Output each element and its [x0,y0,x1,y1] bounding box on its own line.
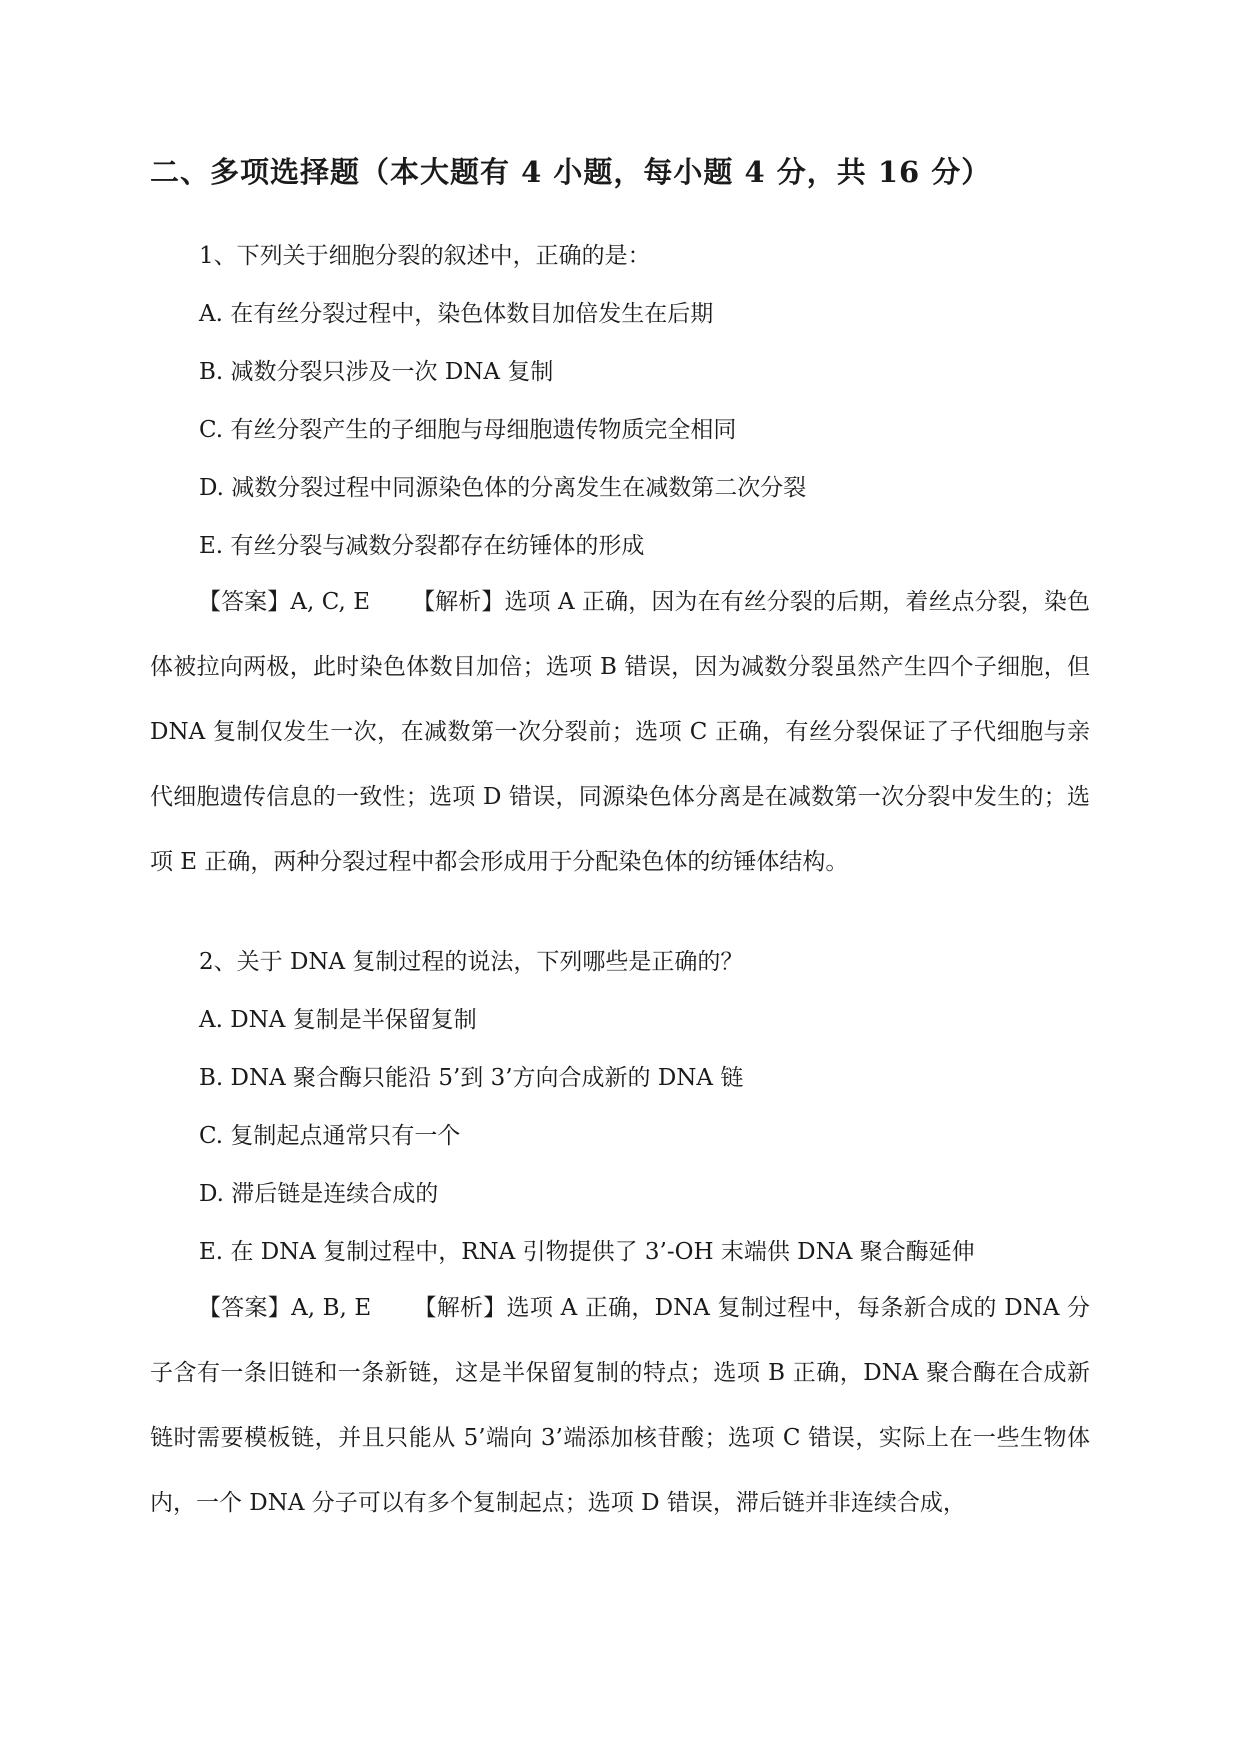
question-2-option-e: E. 在 DNA 复制过程中，RNA 引物提供了 3’-OH 末端供 DNA 聚合酶延伸 [199,1239,975,1265]
question-1-option-a: A. 在有丝分裂过程中，染色体数目加倍发生在后期 [199,301,714,327]
explanation-text: 选项 A 正确，DNA 复制过程中，每条新合成的 DNA 分子含有一条旧链和一条新链，这是半保留复制的特点；选项 B 正确，DNA 聚合酶在合成新链时需要模板链，并且只能从 5’端向 3’端添加核苷酸；选项 C 错误，实际上在一些生物体内，一个 DNA 分子可以有多个复制起点；选项 D 错误，滞后链并非连续合成， [150,1295,1091,1516]
question-2-stem: 2、关于 DNA 复制过程的说法，下列哪些是正确的？ [199,949,744,975]
explanation-label: 【解析】 [413,1295,507,1321]
section-title: 二、多项选择题（本大题有 4 小题，每小题 4 分，共 16 分） [150,155,992,189]
question-2-answer-block [150,1276,1090,1536]
answer-value: A, C, E [290,589,370,615]
question-2-option-a: A. DNA 复制是半保留复制 [199,1007,477,1033]
question-2-option-b: B. DNA 聚合酶只能沿 5’到 3’方向合成新的 DNA 链 [199,1065,744,1091]
question-1-option-c: C. 有丝分裂产生的子细胞与母细胞遗传物质完全相同 [199,417,737,443]
explanation-text: 选项 A 正确，因为在有丝分裂的后期，着丝点分裂，染色体被拉向两极，此时染色体数目加倍；选项 B 错误，因为减数分裂虽然产生四个子细胞，但 DNA 复制仅发生一次，在减数第一次分裂前；选项 C 正确，有丝分裂保证了子代细胞与亲代细胞遗传信息的一致性；选项 D 错误，同源染色体分离是在减数第一次分裂中发生的；选项 E 正确，两种分裂过程中都会形成用于分配染色体的纺锤体结构。 [150,589,1091,875]
question-1-option-d: D. 减数分裂过程中同源染色体的分离发生在减数第二次分裂 [199,475,807,501]
answer-label: 【答案】 [198,1295,292,1321]
question-2-option-c: C. 复制起点通常只有一个 [199,1123,461,1149]
question-1-option-e: E. 有丝分裂与减数分裂都存在纺锤体的形成 [199,533,645,559]
question-1-answer-block [150,570,1090,895]
question-1-option-b: B. 减数分裂只涉及一次 DNA 复制 [199,359,554,385]
answer-label: 【答案】 [198,589,291,615]
answer-value: A, B, E [291,1295,372,1321]
explanation-label: 【解析】 [411,589,505,615]
question-1-stem: 1、下列关于细胞分裂的叙述中，正确的是： [199,243,651,269]
question-2-option-d: D. 滞后链是连续合成的 [199,1181,439,1207]
